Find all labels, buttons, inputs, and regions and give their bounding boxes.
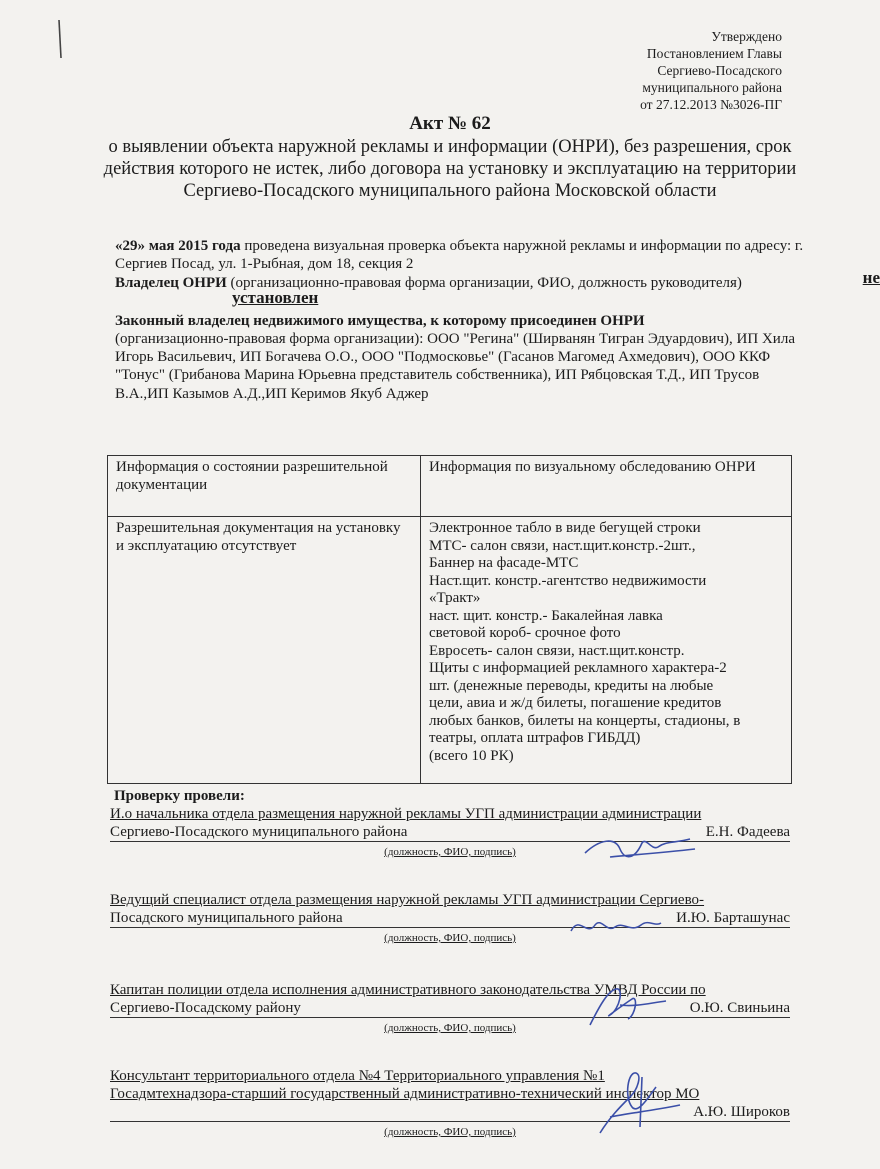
inspection-item: МТС- салон связи, наст.щит.констр.-2шт., (429, 537, 696, 554)
act-body (115, 237, 880, 403)
signature-icon (580, 985, 670, 1029)
legal-owner-paragraph (115, 312, 805, 403)
info-table (107, 455, 792, 784)
inspector-name: Е.Н. Фадеева (705, 824, 790, 840)
inspector-role: И.о начальника отдела размещения наружной рекламы УГП администрации администрации (110, 806, 702, 822)
inspector-line (110, 999, 790, 1018)
inspection-item: Евросеть- салон связи, наст.щит.констр. (429, 642, 685, 659)
inspection-item: наст. щит. констр.- Бакалейная лавка (429, 607, 663, 624)
owner-value: не установлен (232, 268, 880, 307)
signature-caption: (должность, ФИО, подпись) (384, 846, 516, 858)
inspection-item: любых банков, билеты на концерты, стадионы, в (429, 712, 741, 729)
owner-paragraph (115, 268, 880, 311)
table-header-left: Информация о состоянии разрешительной документации (108, 456, 421, 517)
inspector-entry (110, 805, 790, 861)
act-header (100, 112, 800, 202)
inspector-role-cont: Посадского муниципального района (110, 910, 343, 926)
inspector-name: А.Ю. Широков (693, 1104, 790, 1120)
inspection-text: проведена визуальная проверка объекта наружной рекламы и информации по адресу: г. Сергиев Посад, ул. 1-Рыбная, дом 18, секция 2 (115, 238, 804, 273)
inspector-name: И.Ю. Барташунас (676, 910, 790, 926)
inspector-role-cont: Сергиево-Посадскому району (110, 1000, 301, 1016)
inspector-role: Консультант территориального отдела №4 Территориального управления №1 (110, 1068, 605, 1084)
inspector-role-cont: Сергиево-Посадского муниципального района (110, 824, 408, 840)
inspection-item: шт. (денежные переводы, кредиты на любые (429, 677, 714, 694)
inspection-item: (всего 10 РК) (429, 747, 514, 764)
inspection-item: цели, авиа и ж/д билеты, погашение кредитов (429, 695, 722, 711)
inspector-role: Капитан полиции отдела исполнения административного законодательства УМВД России по (110, 982, 706, 998)
inspection-item: театры, оплата штрафов ГИБДД) (429, 730, 641, 746)
table-row (108, 517, 792, 784)
inspection-item: Электронное табло в виде бегущей строки (429, 520, 701, 536)
inspectors-title: Проверку провели: (114, 788, 245, 804)
inspection-item: «Тракт» (429, 590, 481, 606)
inspector-role-cont: Госадмтехнадзора-старший государственный административно-технический инспектор МО (110, 1086, 700, 1102)
inspectors-section (110, 787, 790, 1141)
inspector-entry (110, 891, 790, 947)
table-cell-inspection-info (421, 517, 792, 784)
table-cell-permit-status: Разрешительная документация на установку и эксплуатацию отсутствует (108, 517, 421, 784)
signature-caption: (должность, ФИО, подпись) (384, 932, 516, 944)
approval-line: Утверждено (711, 29, 782, 44)
table-header-right: Информация по визуальному обследованию ОНРИ (421, 456, 792, 517)
inspection-item: Наст.щит. констр.-агентство недвижимости (429, 572, 707, 589)
signature-caption: (должность, ФИО, подпись) (384, 1126, 516, 1138)
inspection-item: световой короб- срочное фото (429, 625, 621, 641)
inspector-entry (110, 981, 790, 1037)
inspection-item: Щиты с информацией рекламного характера-2 (429, 660, 727, 676)
legal-owner-label: Законный владелец недвижимого имущества, к которому присоединен ОНРИ (115, 312, 645, 329)
approval-line: Сергиево-Посадского (657, 63, 782, 78)
approval-line: от 27.12.2013 №3026-ПГ (640, 97, 782, 112)
table-header-row (108, 456, 792, 517)
approval-stamp (640, 28, 782, 113)
inspection-date: «29» мая 2015 года (115, 238, 241, 254)
signature-caption: (должность, ФИО, подпись) (384, 1022, 516, 1034)
inspector-entry (110, 1067, 790, 1141)
inspector-line (110, 909, 790, 928)
approval-line: Постановлением Главы (646, 46, 782, 61)
scan-mark (55, 18, 65, 60)
act-title: Акт № 62 (409, 113, 491, 134)
signature-icon (565, 911, 665, 941)
inspection-paragraph (115, 237, 805, 273)
signature-icon (580, 1067, 690, 1137)
inspector-role: Ведущий специалист отдела размещения наружной рекламы УГП администрации Сергиево- (110, 892, 705, 908)
legal-owner-text: (организационно-правовая форма организации): ООО "Регина" (Ширванян Тигран Эдуардович), ИП Хила Игорь Васильевич, ИП Богачева О.О., ООО "Подмосковье" (Гасанов Магомед Ахмедович), ООО ККФ "Тонус" (Грибанова Марина Юрьевна представитель собственника), ИП Рябцовская Т.Д., ИП Трусов В.А.,ИП Казымов А.Д.,ИП Керимов Якуб Аджер (115, 331, 795, 402)
signature-icon (580, 829, 700, 863)
approval-line: муниципального района (642, 80, 782, 95)
inspection-item: Баннер на фасаде-МТС (429, 555, 579, 571)
act-subtitle: о выявлении объекта наружной рекламы и информации (ОНРИ), без разрешения, срок действия которого не истек, либо договора на установку и эксплуатацию на территории Сергиево-Посадского муниципального района Московской области (103, 137, 797, 201)
inspector-name: О.Ю. Свиньина (689, 1000, 790, 1016)
owner-hint: (организационно-правовая форма организации, ФИО, должность руководителя) (226, 275, 742, 292)
owner-label: Владелец ОНРИ (115, 275, 227, 292)
